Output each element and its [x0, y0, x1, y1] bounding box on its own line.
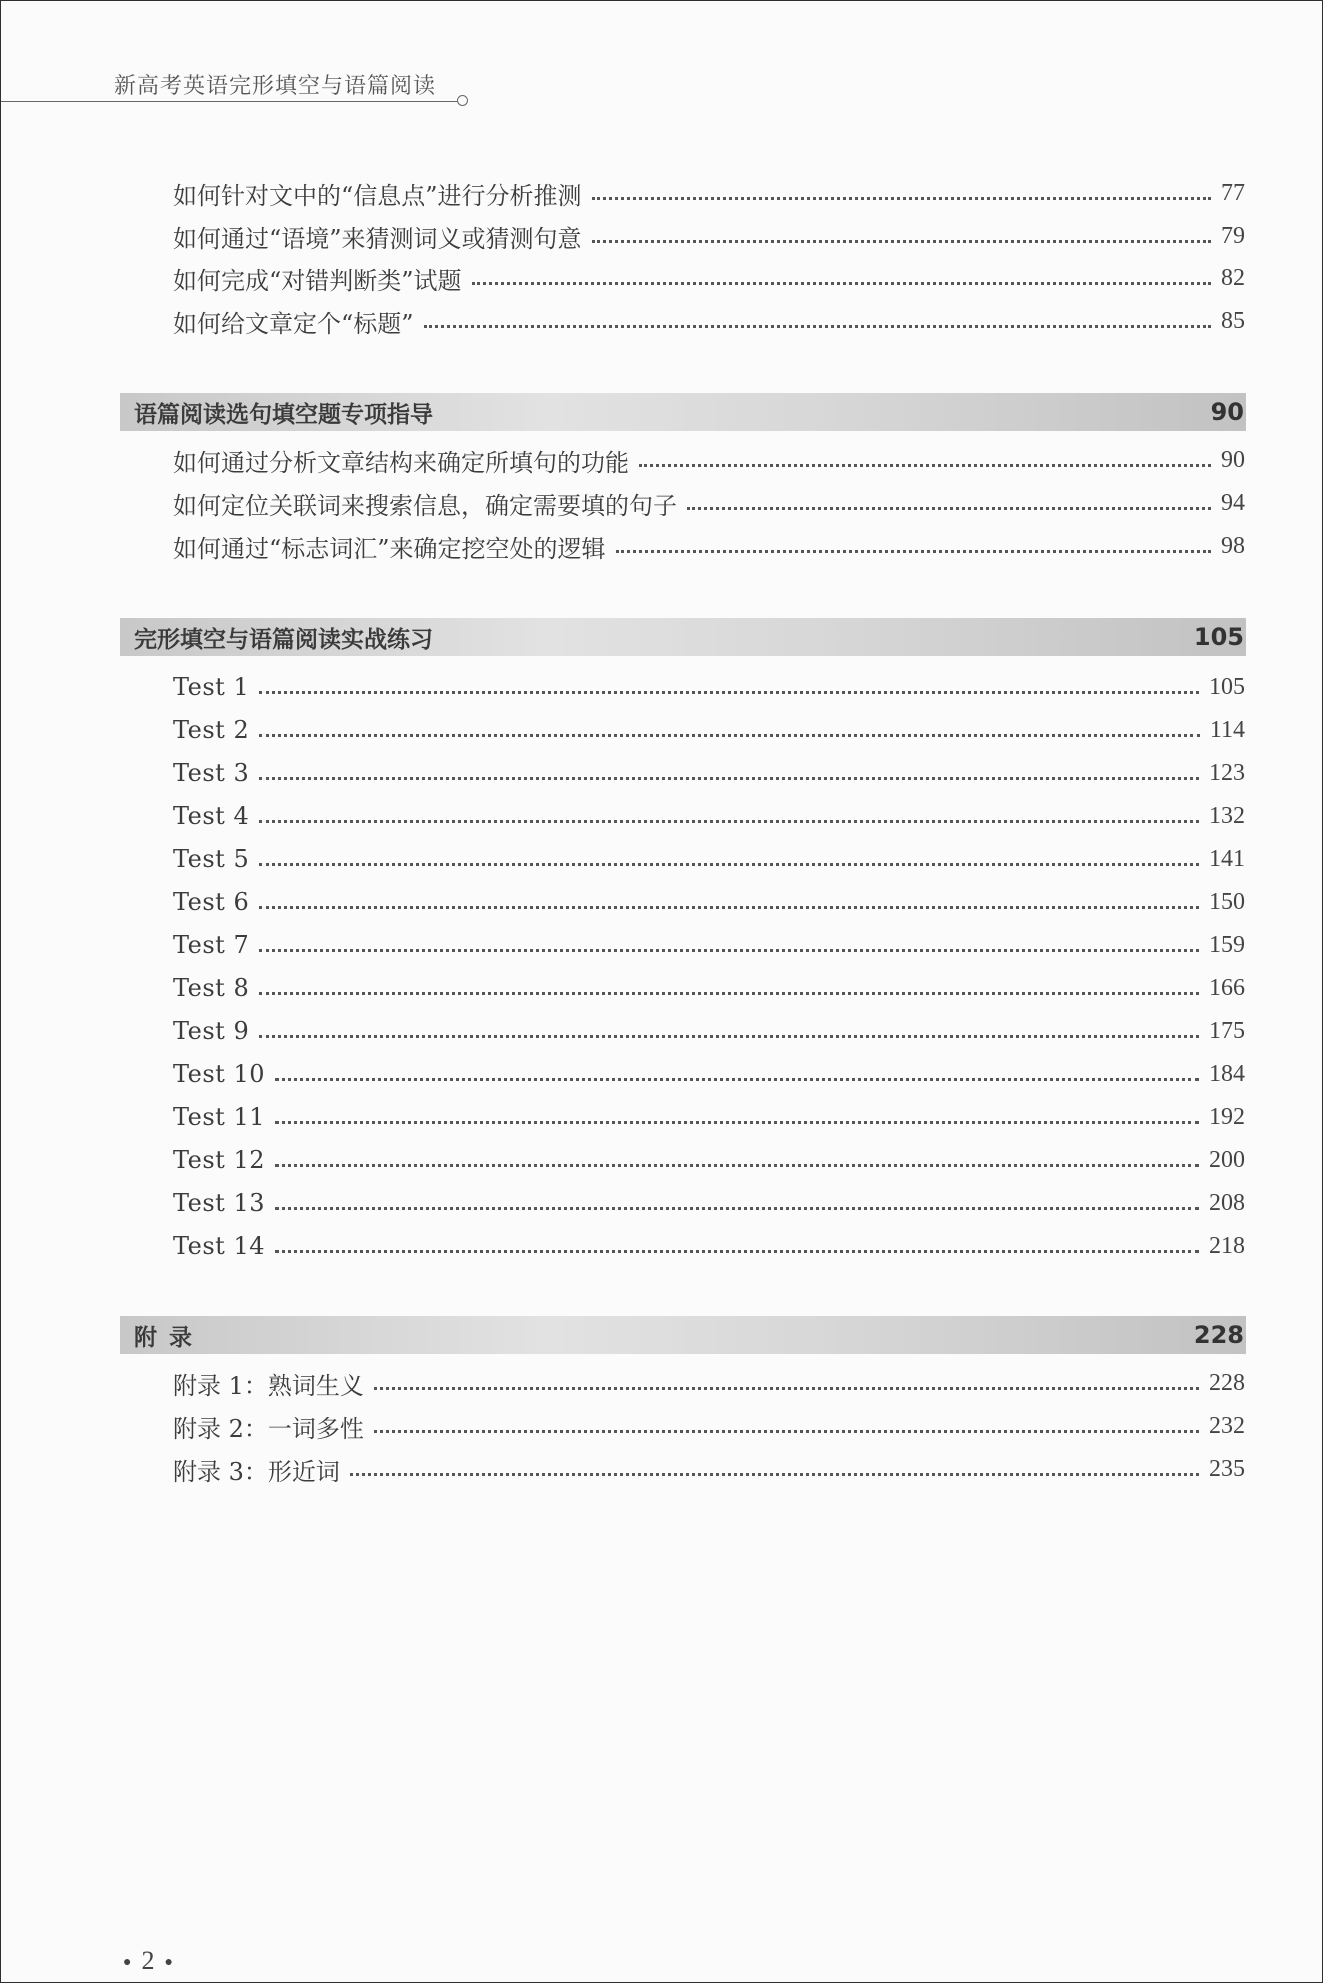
section-heading-practice[interactable]: [120, 618, 1246, 656]
toc-entry-page: 232: [1209, 1412, 1245, 1439]
dot-leader: [259, 777, 1199, 780]
toc-entry-test[interactable]: [173, 1142, 1245, 1178]
toc-entry[interactable]: [173, 1451, 1245, 1487]
toc-entry[interactable]: [173, 528, 1245, 564]
toc-entry-text: Test 7: [173, 931, 250, 959]
dot-leader: [259, 1035, 1199, 1038]
toc-entry-page: 184: [1209, 1060, 1245, 1087]
dot-leader: [275, 1121, 1199, 1124]
toc-entry-page: 150: [1209, 888, 1245, 915]
dot-leader: [259, 734, 1200, 737]
footer-page-value: 2: [141, 1946, 155, 1975]
dot-leader: [350, 1473, 1199, 1476]
toc-entry-text: Test 12: [173, 1146, 265, 1174]
toc-entry-text: Test 10: [173, 1060, 265, 1088]
toc-entry[interactable]: [173, 260, 1245, 296]
section-title: 完形填空与语篇阅读实战练习: [134, 626, 433, 653]
toc-entry-text: Test 5: [173, 845, 250, 873]
toc-entry-page: 79: [1221, 222, 1245, 249]
toc-entry-page: 159: [1209, 931, 1245, 958]
toc-entry-page: 77: [1221, 179, 1245, 206]
toc-entry-test[interactable]: [173, 884, 1245, 920]
dot-leader: [259, 992, 1199, 995]
section-page: 105: [1193, 623, 1244, 651]
toc-entry-text: Test 4: [173, 802, 250, 830]
dot-leader: [639, 464, 1211, 467]
running-header-title: 新高考英语完形填空与语篇阅读: [114, 74, 437, 99]
dot-leader: [424, 325, 1211, 328]
toc-entry-test[interactable]: [173, 1013, 1245, 1049]
toc-entry-text: 如何通过分析文章结构来确定所填句的功能: [173, 448, 629, 477]
toc-entry-test[interactable]: [173, 970, 1245, 1006]
section-page: 228: [1193, 1321, 1244, 1349]
toc-entry-page: 218: [1209, 1232, 1245, 1259]
footer-dot-right: ●: [164, 1955, 173, 1971]
toc-entry[interactable]: [173, 442, 1245, 478]
toc-entry-page: 98: [1221, 532, 1245, 559]
toc-entry-page: 166: [1209, 974, 1245, 1001]
section-page: 90: [1210, 398, 1244, 426]
toc-entry-page: 132: [1209, 802, 1245, 829]
toc-entry-text: 如何定位关联词来搜索信息，确定需要填的句子: [173, 491, 677, 520]
toc-entry-page: 123: [1209, 759, 1245, 786]
dot-leader: [472, 282, 1211, 285]
dot-leader: [275, 1078, 1199, 1081]
toc-entry-page: 85: [1221, 307, 1245, 334]
header-circle-ornament: [457, 95, 468, 106]
toc-entry-page: 114: [1209, 716, 1245, 743]
dot-leader: [259, 906, 1199, 909]
footer-dot-left: ●: [123, 1955, 132, 1971]
toc-entry-test[interactable]: [173, 841, 1245, 877]
toc-entry-text: 如何通过“语境”来猜测词义或猜测句意: [173, 224, 582, 253]
toc-entry-text: 附录 2：一词多性: [173, 1414, 364, 1443]
dot-leader: [374, 1387, 1199, 1390]
toc-entry[interactable]: [173, 1365, 1245, 1401]
toc-entry-text: Test 9: [173, 1017, 250, 1045]
toc-entry-text: Test 11: [173, 1103, 265, 1131]
toc-entry-test[interactable]: [173, 798, 1245, 834]
footer-page-number: [113, 1946, 183, 1976]
toc-entry-text: 如何通过“标志词汇”来确定挖空处的逻辑: [173, 534, 606, 563]
dot-leader: [616, 550, 1211, 553]
dot-leader: [275, 1164, 1199, 1167]
toc-entry-test[interactable]: [173, 712, 1245, 748]
section-title: 附录: [134, 1324, 204, 1351]
toc-entry[interactable]: [173, 303, 1245, 339]
dot-leader: [259, 691, 1199, 694]
toc-entry-test[interactable]: [173, 927, 1245, 963]
dot-leader: [275, 1250, 1199, 1253]
section-title: 语篇阅读选句填空题专项指导: [134, 401, 433, 428]
dot-leader: [259, 949, 1199, 952]
toc-entry-text: 附录 1：熟词生义: [173, 1371, 364, 1400]
toc-entry-text: Test 1: [173, 673, 250, 701]
toc-entry-test[interactable]: [173, 755, 1245, 791]
toc-entry-text: Test 14: [173, 1232, 265, 1260]
header-rule: [1, 101, 459, 102]
dot-leader: [687, 507, 1211, 510]
toc-entry-page: 82: [1221, 264, 1245, 291]
toc-entry-test[interactable]: [173, 669, 1245, 705]
toc-entry-page: 200: [1209, 1146, 1245, 1173]
toc-entry-page: 94: [1221, 489, 1245, 516]
toc-entry-page: 175: [1209, 1017, 1245, 1044]
toc-entry[interactable]: [173, 218, 1245, 254]
toc-entry-test[interactable]: [173, 1056, 1245, 1092]
toc-entry-text: Test 6: [173, 888, 250, 916]
toc-entry-page: 105: [1209, 673, 1245, 700]
toc-entry[interactable]: [173, 485, 1245, 521]
toc-entry-test[interactable]: [173, 1099, 1245, 1135]
toc-entry-page: 90: [1221, 446, 1245, 473]
toc-entry-page: 235: [1209, 1455, 1245, 1482]
section-heading-reading[interactable]: [120, 393, 1246, 431]
toc-entry-text: Test 13: [173, 1189, 265, 1217]
dot-leader: [259, 863, 1199, 866]
toc-entry-text: 如何针对文中的“信息点”进行分析推测: [173, 181, 582, 210]
dot-leader: [374, 1430, 1199, 1433]
dot-leader: [592, 240, 1211, 243]
dot-leader: [275, 1207, 1199, 1210]
toc-entry-page: 141: [1209, 845, 1245, 872]
toc-entry-text: 如何完成“对错判断类”试题: [173, 266, 462, 295]
toc-entry[interactable]: [173, 175, 1245, 211]
toc-entry-page: 192: [1209, 1103, 1245, 1130]
toc-entry-text: 附录 3：形近词: [173, 1457, 340, 1486]
toc-entry-text: 如何给文章定个“标题”: [173, 309, 414, 338]
dot-leader: [259, 820, 1199, 823]
toc-entry-text: Test 3: [173, 759, 250, 787]
dot-leader: [592, 197, 1211, 200]
toc-entry-test[interactable]: [173, 1228, 1245, 1264]
toc-entry-text: Test 8: [173, 974, 250, 1002]
section-heading-appendix[interactable]: [120, 1316, 1246, 1354]
toc-entry-text: Test 2: [173, 716, 250, 744]
toc-entry[interactable]: [173, 1408, 1245, 1444]
toc-entry-page: 208: [1209, 1189, 1245, 1216]
toc-entry-test[interactable]: [173, 1185, 1245, 1221]
toc-entry-page: 228: [1209, 1369, 1245, 1396]
